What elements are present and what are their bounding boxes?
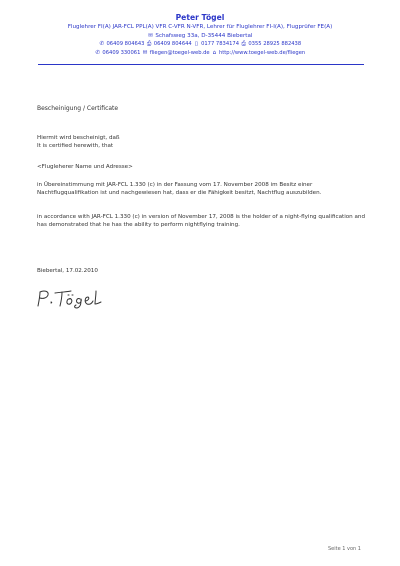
- letterhead-divider: [38, 64, 364, 65]
- fax-icon: ⎙: [241, 41, 246, 48]
- intro-english: It is certified herewith, that: [37, 142, 114, 149]
- signature: [35, 287, 117, 309]
- page-number: Seite 1 von 1: [328, 546, 361, 552]
- mobile-number: 0177 7834174: [201, 41, 240, 48]
- address-line: [0, 32, 400, 41]
- sender-address: Schafsweg 33a, D-35444 Biebertal: [155, 32, 253, 39]
- document-title: Bescheinigung / Certificate: [37, 105, 119, 112]
- website-url[interactable]: http://www.toegel-web.de/fliegen: [218, 49, 306, 56]
- paragraph-english: in accordance with JAR-FCL 1.330 (c) in version of November 17, 2008 is the holder of a night-flying qualification and has demonstrated that he has the ability to perform nightflying training.: [37, 214, 366, 228]
- sender-qualifications: Fluglehrer FI(A) JAR-FCL PPL(A) VFR C-VFR N-VFR, Lehrer für Fluglehrer FI-I(A), Flugprüfer FE(A): [67, 24, 333, 30]
- phone-number: 06409 804643: [106, 41, 145, 48]
- recipient-placeholder: <Flugleherer Name und Adresse>: [37, 164, 133, 170]
- place-date: Biebertal, 17.02.2010: [37, 268, 98, 274]
- fax-number: 06409 804644: [153, 41, 192, 48]
- letterhead: [0, 13, 400, 57]
- fax-icon: ⎙: [146, 41, 152, 48]
- phone-icon: ✆: [95, 49, 101, 56]
- contact-line-2: [0, 49, 400, 57]
- contact-line-1: [0, 40, 400, 48]
- paragraph-german: in Übereinstimmung mit JAR-FCL 1.330 (c) in der Fassung vom 17. November 2008 im Besitz einer Nachtflugqualifikation ist und nachgewiesen hat, dass er die Fähigkeit besitzt, Nachtflug auszubilden.: [37, 182, 322, 196]
- web-icon: ⌂: [212, 49, 217, 56]
- email-icon: ✉: [142, 49, 148, 56]
- sender-name: Peter Tögel: [175, 13, 225, 22]
- phone-icon: ✆: [99, 41, 105, 48]
- email-address[interactable]: fliegen@toegel-web.de: [149, 49, 210, 56]
- envelope-icon: ✉: [148, 32, 153, 39]
- intro-german: Hiermit wird bescheinigt, daß: [37, 135, 120, 141]
- phone-number-2: 06409 330061: [102, 49, 141, 56]
- fax-number-2: 0355 28925 882438: [248, 41, 302, 48]
- mobile-icon: ▯: [194, 41, 198, 48]
